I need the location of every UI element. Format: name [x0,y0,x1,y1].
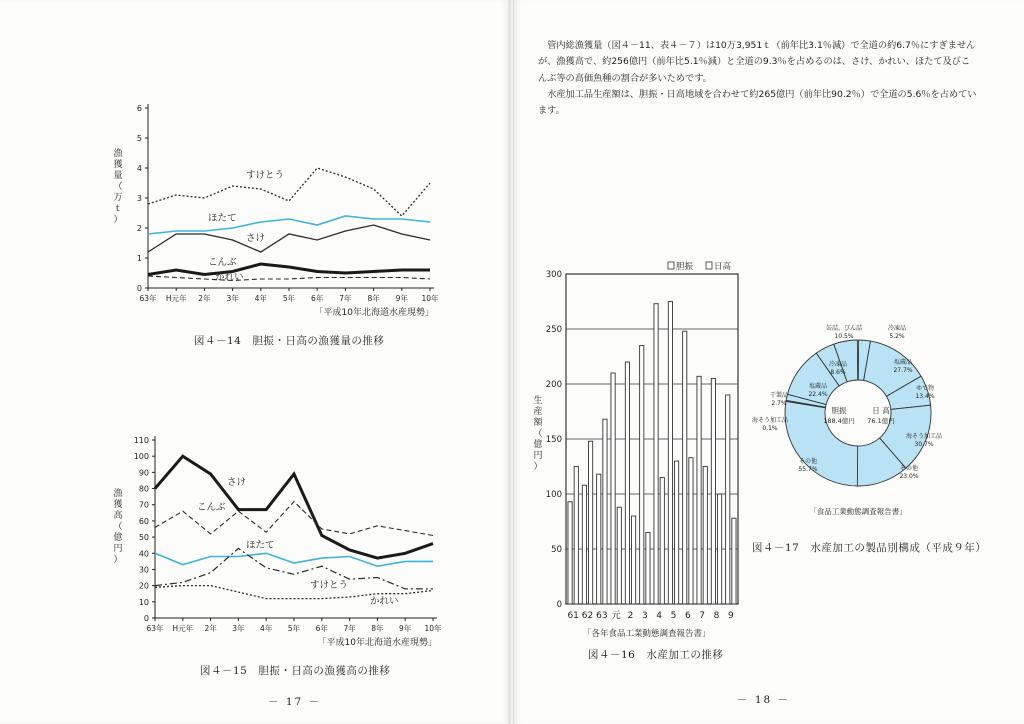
ylabel-char: 量 [113,171,123,181]
bar-日高 [646,533,650,605]
paragraph: 管内総漁獲量（図４－11、表４－７）は10万3,951ｔ（前年比3.1％減）で全道の約6.7％にすぎませんが、漁獲高で、約256億円（前年比5.1％減）と全道の9.3％を占めるのは、さけ、かれい、ほたて及びこんぶ等の高価魚種の割合が多いためです。 [538,40,976,84]
processing-bar-chart [528,255,748,645]
y-tick-label: 150 [545,435,562,445]
x-tick-label: 5年 [287,624,301,633]
y-tick-label: 6 [136,104,142,113]
slice-label: 塩蔵品 [808,383,828,390]
ylabel-char: ） [533,462,543,472]
series-label: さけ [246,233,266,244]
y-tick-label: 60 [138,516,149,526]
slice-value: 10.5% [834,333,854,340]
slice-label: その他 [798,458,818,465]
ylabel-char: 生 [533,396,543,406]
y-axis-title [113,487,123,565]
ylabel-char: 漁 [113,149,123,159]
ring-center-label: 日 高 [872,406,890,415]
bar-日高 [718,494,722,604]
legend-swatch [706,262,712,269]
slice-label: 海そう加工品 [905,433,943,440]
series-label: かれい [370,596,399,607]
series-label: こんぶ [197,502,226,513]
ylabel-char: （ [113,182,123,192]
bar-胆振 [697,376,701,604]
paragraph: 水産加工品生産額は、胆振・日高地域を合わせて約265億円（前年比90.2％）で全道の5.6％を占めています。 [538,88,977,117]
x-tick-label: 4年 [254,294,267,303]
slice-value: 2.7% [771,400,787,407]
y-tick-label: 1 [136,254,142,263]
bar-胆振 [683,331,687,604]
bar-日高 [617,507,621,604]
bar-日高 [589,441,593,604]
y-tick-label: 40 [138,549,149,559]
ylabel-char: 円 [113,544,123,554]
ylabel-char: ） [113,555,123,565]
ylabel-char: 円 [533,451,543,461]
y-tick-label: 80 [138,484,149,494]
ylabel-char: ） [113,215,123,225]
y-tick-label: 300 [545,270,562,280]
product-composition-donut [740,318,980,523]
legend-swatch [668,262,674,269]
x-tick-label: 元 [611,611,621,621]
series-line-かれい [148,276,430,281]
bar-胆振 [668,302,672,605]
left-page-number: － 17 － [268,696,322,708]
x-tick-label: 6年 [315,624,328,633]
ring-center-label: 胆振 [831,406,847,415]
bar-日高 [675,461,679,604]
ylabel-char: 万 [113,193,123,203]
ylabel-char: 億 [533,440,543,450]
ylabel-char: 産 [533,407,543,417]
source-note: 「平成10年北海道水産現勢」 [317,638,437,648]
x-tick-label: 2年 [198,294,211,303]
x-tick-label: 3年 [226,294,239,303]
y-tick-label: 10 [138,597,149,607]
ylabel-char: 額 [533,418,543,428]
x-tick-label: 63年 [146,624,164,633]
y-tick-label: 100 [133,452,149,462]
series-label: すけとう [246,170,285,181]
y-tick-label: 100 [545,490,562,500]
y-tick-label: 90 [138,468,149,478]
bar-胆振 [654,304,658,604]
slice-value: 22.4% [808,391,828,398]
x-tick-label: 3 [641,611,648,621]
x-tick-label: 9 [727,611,734,621]
bar-胆振 [640,346,644,605]
ylabel-char: 漁 [113,489,123,499]
composition-caption: 図４－17 水産加工の製品別構成（平成９年） [752,542,987,554]
slice-label: 冷凍品 [828,361,848,368]
slice-label: 海そう加工品 [751,417,789,424]
slice-value: 23.0% [899,473,919,480]
x-tick-label: 10年 [421,294,439,303]
slice-label: その他 [899,465,919,472]
series-label: こんぶ [208,257,237,268]
ylabel-char: 億 [113,533,123,543]
y-axis-title [533,394,543,472]
source-note: 「平成10年北海道水産現勢」 [314,308,434,318]
y-tick-label: 0 [143,614,149,623]
processing-caption: 図４－16 水産加工の推移 [588,649,724,661]
y-tick-label: 0 [556,600,562,610]
slice-label: 干製品 [769,392,789,399]
bar-日高 [703,467,707,605]
slice-value: 8.6% [830,369,846,376]
bar-日高 [732,518,736,604]
series-line-ほたて [148,216,430,234]
body-text [538,38,978,119]
x-tick-label: 2年 [204,624,217,633]
slice-value: 30.7% [914,441,934,448]
x-tick-label: 2 [627,611,634,621]
y-tick-label: 20 [138,581,149,591]
x-tick-label: H元年 [165,294,187,303]
slice-value: 55.7% [798,466,818,473]
bar-胆振 [582,485,586,604]
y-tick-label: 250 [545,325,562,335]
y-tick-label: 2 [136,224,142,233]
legend-label: 胆振 [676,262,694,272]
y-axis-title [113,147,123,225]
bar-日高 [632,516,636,604]
x-tick-label: 9年 [399,624,412,633]
x-tick-label: 7年 [343,624,356,633]
ylabel-char: 高 [113,511,123,521]
x-tick-label: 6年 [311,294,324,303]
y-tick-label: 5 [136,134,142,143]
catch-value-line-chart [108,430,453,655]
series-line-さけ [148,225,430,252]
slice-label: ゆで物 [915,385,935,392]
slice-label: 冷凍品 [887,325,907,332]
slice-label: 塩蔵品 [893,359,913,366]
ring-center-total: 188.4億円 [823,417,855,425]
catch-value-caption: 図４－15 胆振・日高の漁獲高の推移 [200,665,391,677]
bar-胆振 [597,474,601,604]
y-tick-label: 200 [545,380,562,390]
series-line-すけとう [148,168,430,216]
x-tick-label: 4 [656,611,663,621]
right-page-number: － 18 － [737,694,791,706]
x-tick-label: 8年 [371,624,384,633]
bar-胆振 [611,373,615,604]
bar-日高 [574,467,578,605]
x-tick-label: 5年 [282,294,296,303]
series-label: かれい [215,272,244,283]
x-tick-label: 8 [713,611,720,621]
bar-胆振 [711,379,715,605]
x-tick-label: 7年 [339,294,352,303]
slice-value: 0.1% [762,425,778,432]
slice-その他 [785,401,859,486]
slice-value: 13.4% [915,393,935,400]
x-tick-label: 9年 [395,294,408,303]
y-tick-label: 0 [136,284,142,293]
x-tick-label: H元年 [172,624,194,633]
x-tick-label: 4年 [260,624,273,633]
series-label: ほたて [208,213,237,224]
catch-volume-line-chart [108,98,453,323]
y-tick-label: 50 [138,533,149,543]
y-tick-label: 30 [138,565,149,575]
bar-胆振 [625,362,629,604]
x-tick-label: 63年 [139,294,157,303]
source-note: 「食品工業動態調査報告書」 [809,507,907,516]
bar-胆振 [726,395,730,604]
series-label: すけとう [310,580,349,591]
ylabel-char: （ [533,429,543,439]
x-tick-label: 7 [699,611,706,621]
y-tick-label: 3 [136,194,142,203]
y-tick-label: 70 [138,500,149,510]
y-tick-label: 50 [551,545,562,555]
series-line-こんぶ [148,264,430,275]
legend-label: 日高 [714,262,732,272]
series-label: さけ [227,477,247,488]
x-tick-label: 3年 [232,624,245,633]
slice-value: 5.2% [889,333,905,340]
x-tick-label: 5 [670,611,677,621]
x-tick-label: 62 [581,611,594,621]
bar-日高 [660,478,664,605]
ylabel-char: ｔ [113,204,123,214]
y-tick-label: 4 [136,164,142,173]
x-tick-label: 63 [596,611,608,621]
x-tick-label: 6 [684,611,691,621]
ylabel-char: （ [113,522,123,532]
ylabel-char: 獲 [113,500,123,510]
bar-日高 [603,419,607,604]
bar-胆振 [568,502,572,604]
series-label: ほたて [246,540,275,551]
x-tick-label: 8年 [367,294,380,303]
source-note: 「各年食品工業動態調査報告書」 [583,629,711,639]
bar-日高 [689,458,693,604]
x-tick-label: 10年 [424,624,442,633]
ylabel-char: 獲 [113,160,123,170]
slice-label: 缶詰、びん詰 [825,325,863,332]
slice-value: 27.7% [893,367,913,374]
y-tick-label: 110 [133,436,149,445]
catch-volume-caption: 図４－14 胆振・日高の漁獲量の推移 [194,335,385,347]
ring-center-total: 76.1億円 [867,417,895,425]
book-gutter [509,0,514,724]
x-tick-label: 61 [567,611,579,621]
